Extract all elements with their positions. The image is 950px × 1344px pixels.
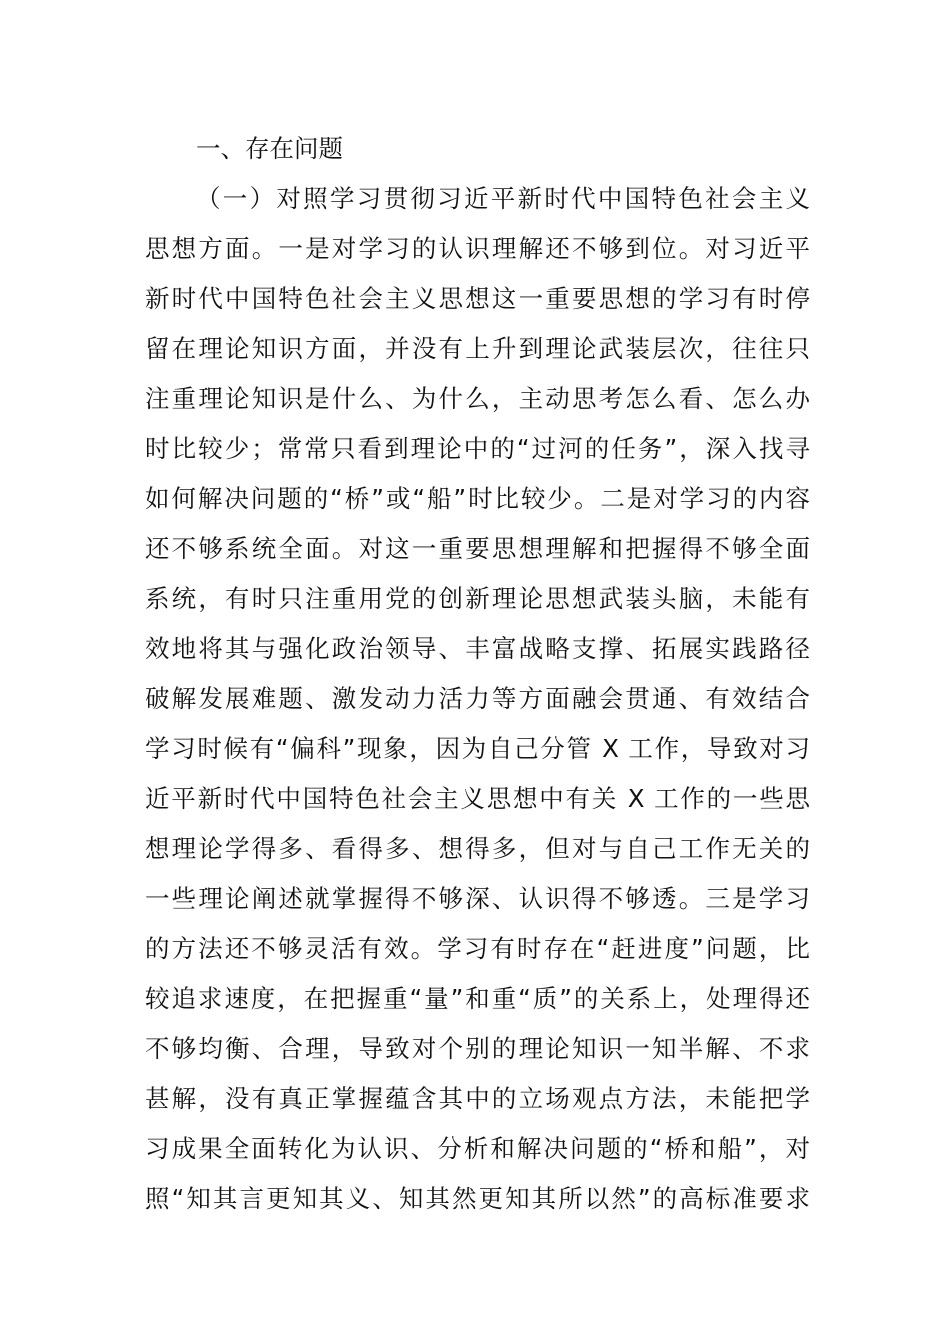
paragraph-line: 想理论学得多、看得多、想得多，但对与自己工作无关的 (145, 834, 810, 863)
paragraph-line: 近平新时代中国特色社会主义思想中有关 X 工作的一些思 (145, 784, 810, 813)
paragraph-line: 留在理论知识方面，并没有上升到理论武装层次，往往只 (145, 334, 810, 363)
paragraph-line: 效地将其与强化政治领导、丰富战略支撑、拓展实践路径 (145, 634, 810, 663)
paragraph-line: 学习时候有“偏科”现象，因为自己分管 X 工作，导致对习 (145, 734, 810, 763)
paragraph-line: 甚解，没有真正掌握蕴含其中的立场观点方法，未能把学 (145, 1084, 810, 1113)
paragraph-line: 不够均衡、合理，导致对个别的理论知识一知半解、不求 (145, 1034, 810, 1063)
paragraph-line: 注重理论知识是什么、为什么，主动思考怎么看、怎么办 (145, 384, 810, 413)
paragraph-line: 时比较少；常常只看到理论中的“过河的任务”，深入找寻 (145, 434, 810, 463)
paragraph-line: 一些理论阐述就掌握得不够深、认识得不够透。三是学习 (145, 884, 810, 913)
paragraph-line: 系统，有时只注重用党的创新理论思想武装头脑，未能有 (145, 584, 810, 613)
paragraph-line: （一）对照学习贯彻习近平新时代中国特色社会主义 (196, 184, 810, 213)
paragraph-line: 习成果全面转化为认识、分析和解决问题的“桥和船”，对 (145, 1134, 810, 1163)
paragraph-line: 思想方面。一是对学习的认识理解还不够到位。对习近平 (145, 234, 810, 263)
paragraph-line: 如何解决问题的“桥”或“船”时比较少。二是对学习的内容 (145, 484, 810, 513)
paragraph-line: 的方法还不够灵活有效。学习有时存在“赶进度”问题，比 (145, 934, 810, 963)
paragraph-line: 还不够系统全面。对这一重要思想理解和把握得不够全面 (145, 534, 810, 563)
section-heading: 一、存在问题 (196, 134, 343, 163)
paragraph-line: 破解发展难题、激发动力活力等方面融会贯通、有效结合 (145, 684, 810, 713)
paragraph-line: 新时代中国特色社会主义思想这一重要思想的学习有时停 (145, 284, 810, 313)
paragraph-line: 较追求速度，在把握重“量”和重“质”的关系上，处理得还 (145, 984, 810, 1013)
paragraph-line: 照“知其言更知其义、知其然更知其所以然”的高标准要求 (145, 1184, 810, 1213)
